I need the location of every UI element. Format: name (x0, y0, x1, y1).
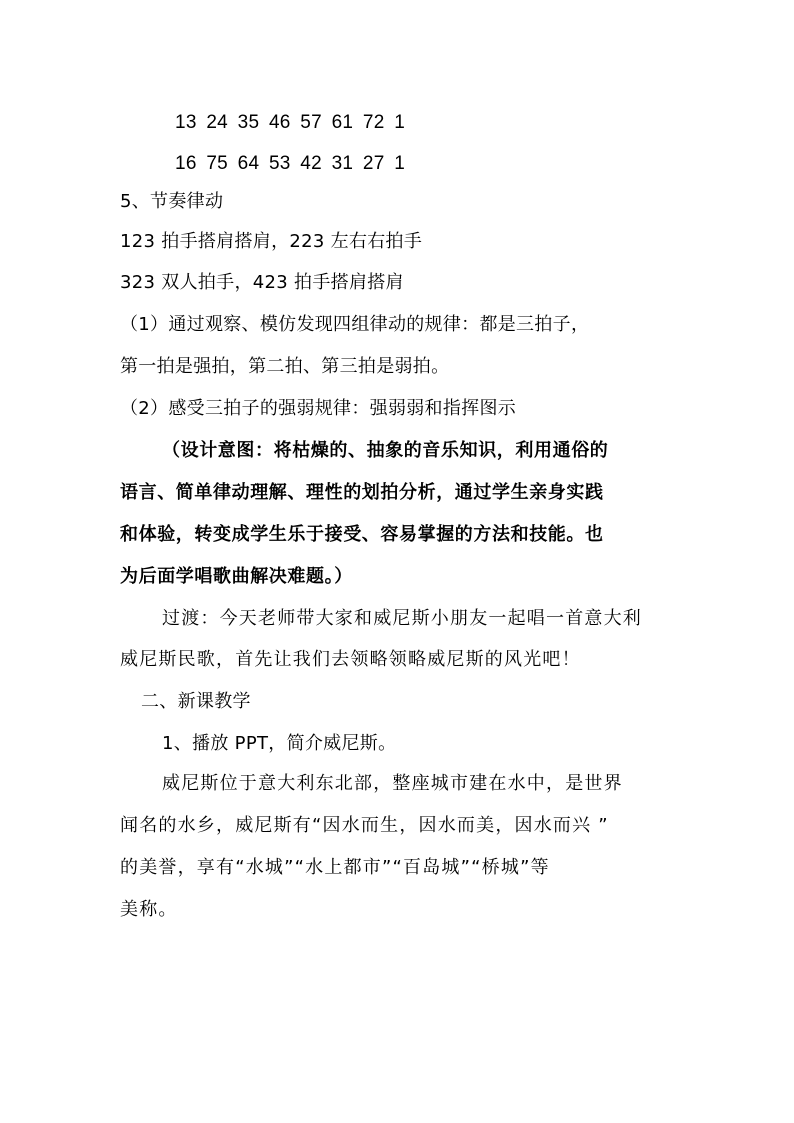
rhythm-line-2: 323 双人拍手，423 拍手搭肩搭肩 (120, 272, 404, 293)
design-intent-line-4: 为后面学唱歌曲解决难题。） (120, 566, 353, 587)
step-1: 1、播放 PPT，简介威尼斯。 (162, 733, 397, 754)
section-5-heading: 5、节奏律动 (120, 191, 224, 212)
design-intent-line-3: 和体验，转变成学生乐于接受、容易掌握的方法和技能。也 (120, 524, 604, 545)
rhythm-line-1: 123 拍手搭肩搭肩，223 左右右拍手 (120, 231, 423, 252)
venice-line-1: 威尼斯位于意大利东北部，整座城市建在水中，是世界 (162, 773, 623, 794)
venice-line-4: 美称。 (120, 899, 178, 920)
design-intent-line-1: （设计意图：将枯燥的、抽象的音乐知识，利用通俗的 (162, 440, 609, 461)
point-1-line-1: （1）通过观察、模仿发现四组律动的规律：都是三拍子， (120, 314, 590, 335)
notation-line-2: 16 75 64 53 42 31 27 1 (175, 153, 406, 174)
section-2-heading: 二、新课教学 (141, 691, 251, 712)
point-1-line-2: 第一拍是强拍，第二拍、第三拍是弱拍。 (120, 356, 450, 377)
transition-line-2: 威尼斯民歌，首先让我们去领略领略威尼斯的风光吧！ (120, 649, 581, 670)
notation-line-1: 13 24 35 46 57 61 72 1 (175, 112, 406, 133)
venice-line-3: 的美誉，享有“水城”“水上都市”“百岛城”“桥城”等 (120, 857, 550, 878)
transition-line-1: 过渡：今天老师带大家和威尼斯小朋友一起唱一首意大利 (162, 608, 642, 629)
venice-line-2: 闻名的水乡，威尼斯有“因水而生，因水而美，因水而兴 ” (120, 815, 609, 836)
point-2: （2）感受三拍子的强弱规律：强弱弱和指挥图示 (120, 398, 517, 419)
design-intent-line-2: 语言、简单律动理解、理性的划拍分析，通过学生亲身实践 (120, 482, 604, 503)
